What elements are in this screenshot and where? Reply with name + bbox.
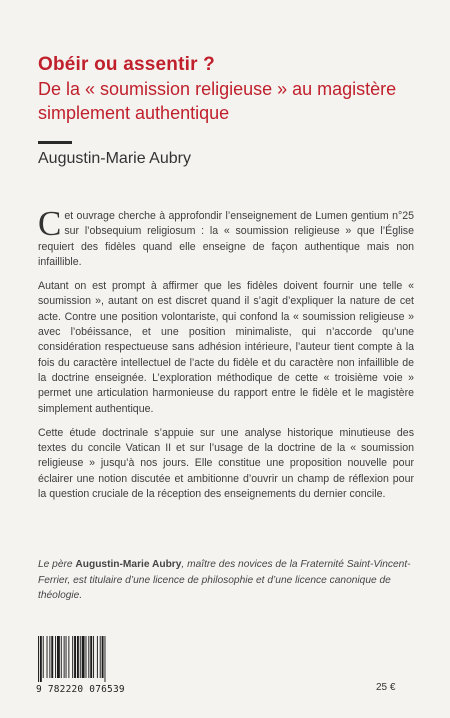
blurb <box>38 204 414 511</box>
bio-author-name: Augustin-Marie Aubry <box>75 559 182 570</box>
book-subtitle: De la « soumission religieuse » au magistère simplement authentique <box>38 79 397 123</box>
barcode-icon <box>36 636 144 682</box>
blurb-paragraph-2: Autant on est prompt à affirmer que les fidèles doivent fournir une telle « soumission », autant on est discret quand il s’agit d’expliquer la nature de cet acte. Contre une position volontariste, qui confond la « soumission religieuse » avec l’obéissance, et une position minimaliste, qui n’accorde qu’une considération respectueuse sans adhésion intérieure, l’auteur tient compte à la fois du caractère intellectuel de l’acte du fidèle et du caractère non infaillible de la doctrine enseignée. L’exploration méthodique de cette « troisième voie » permet une articulation harmonieuse du rapport entre le fidèle et le magistère simplement authentique. <box>38 280 414 415</box>
isbn-number: 9 782220 076539 <box>36 684 125 695</box>
blurb-paragraph-1 <box>38 204 414 270</box>
blurb-paragraph-3: Cette étude doctrinale s’appuie sur une analyse historique minutieuse des textes du concile Vatican II et sur l’usage de la doctrine de la « soumission religieuse » jusqu’à nos jours. Elle constitue une proposition nouvelle pour éclairer une notion discutée et ambitionne d’ouvrir un champ de réflexion pour la question cruciale de la réception des enseignements du dernier concile. <box>38 426 414 501</box>
title-divider <box>38 141 72 144</box>
blurb-paragraph-1-text: et ouvrage cherche à approfondir l’enseignement de Lumen gentium n°25 sur l’obsequium religiosum : la « soumission religieuse » que l’Église requiert des fidèles quand elle enseigne de façon authentique mais non infaillible. <box>38 210 414 268</box>
bio-text: , maître des novices de la Fraternité Saint-Vincent-Ferrier, est titulaire d’une licence de philosophie et d’une licence canonique de théologie. <box>38 559 411 601</box>
drop-cap: C <box>38 204 62 243</box>
author-name: Augustin-Marie Aubry <box>38 150 191 167</box>
bio-prefix: Le père <box>38 559 76 570</box>
book-title: Obéir ou assentir ? <box>38 54 215 75</box>
barcode <box>36 636 144 689</box>
author-bio <box>38 557 414 604</box>
price: 25 € <box>376 682 396 693</box>
